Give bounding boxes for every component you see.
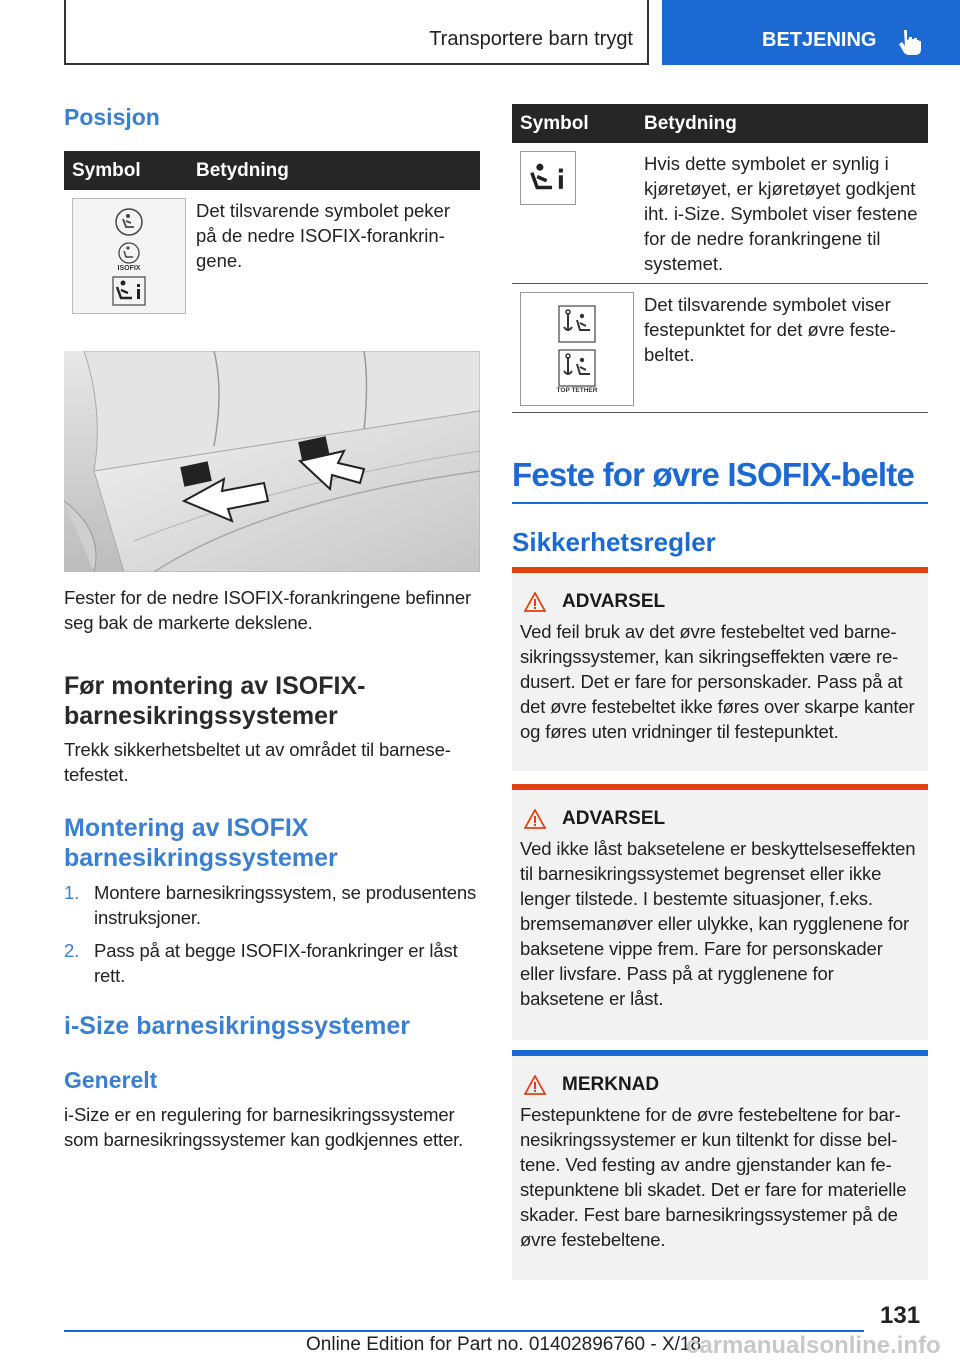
left-symbol-table: [64, 151, 480, 364]
col-meaning-header: Betydning: [196, 159, 289, 181]
before-mounting-text: Trekk sikkerhetsbeltet ut av området til barnesetefestet.: [64, 739, 451, 785]
step-text: Montere barnesikringssystem, se produsentens instruksjoner.: [94, 882, 477, 928]
col-symbol-header: Symbol: [520, 112, 589, 134]
table-row: [512, 284, 928, 413]
watermark-text: carmanualsonline.info: [686, 1332, 941, 1359]
col-meaning-header: Betydning: [644, 112, 737, 134]
isize-heading: i-Size barnesikringssystemer: [64, 1012, 410, 1040]
note-text: Festepunktene for de øvre festebeltene for barnesikringssystemer er kun tiltenkt for disse beltene. Ved festing av andre gjenstander kan festepunktene bli skadet. Det er fare for materielle skader. Fest bare barnesikringssystemer på de øvre festebeltene.: [520, 1104, 907, 1250]
warning-box-1: [512, 567, 928, 771]
warning-title: [520, 591, 920, 613]
warning-text: Ved feil bruk av det øvre festebeltet ved barnesikringssystemer, kan sikringseffekten være redusert. Det er fare for personskader. Pass på at det øvre festebeltet ikke føres over skarpe kanter og føres uten vridninger til festepunktet.: [520, 621, 915, 742]
top-tether-anchor-icon-labeled: [558, 349, 596, 387]
meaning-cell: Hvis dette symbolet er synlig i kjøretøyet, er kjøretøyet godkjent iht. i-Size. Symbolet viser festene for de nedre forankringene til systemet.: [644, 153, 918, 274]
list-item: [64, 880, 480, 930]
meaning-cell: Det tilsvarende symbolet viser festepunktet for det øvre festebeltet.: [644, 294, 896, 365]
step-text: Pass på at begge ISOFIX-forankringer er låst rett.: [94, 940, 458, 986]
symbol-cell: [512, 284, 634, 412]
right-symbol-table: [512, 104, 928, 413]
mounting-heading: Montering av ISOFIX barnesikringssystemer: [64, 814, 338, 872]
safety-rules-heading: Sikkerhetsregler: [512, 527, 716, 557]
hand-pointer-icon: [898, 27, 924, 55]
header-section-box: [64, 0, 649, 65]
posisjon-heading: Posisjon: [64, 104, 160, 130]
isize-child-seat-icon: [112, 276, 146, 306]
note-title-text: MERKNAD: [562, 1074, 660, 1095]
isofix-symbol-image: [72, 198, 186, 314]
generelt-text: i-Size er en regulering for barnesikringssystemer som barnesikringssystemer kan godkjennes etter.: [64, 1104, 464, 1150]
top-tether-label: TOP TETHER: [556, 386, 598, 394]
header-section-title: Transportere barn trygt: [429, 28, 633, 50]
header-chapter-tab[interactable]: [662, 0, 960, 65]
before-mounting-heading: Før montering av ISOFIX-barnesikringssystemer: [64, 672, 366, 730]
table-row: [512, 143, 928, 284]
table-row: [64, 190, 480, 364]
top-tether-anchor-icon: [558, 305, 596, 343]
main-heading: Feste for øvre ISOFIX-belte: [512, 456, 928, 504]
warning-box-2: [512, 784, 928, 1040]
isofix-label: ISOFIX: [117, 264, 141, 272]
table-header: [64, 151, 480, 190]
mounting-steps: [64, 880, 480, 996]
warning-title-text: ADVARSEL: [562, 808, 666, 829]
child-seat-isofix-icon: [116, 241, 142, 265]
page-number: 131: [880, 1302, 921, 1329]
step-number: 1.: [64, 882, 80, 903]
list-item: [64, 938, 480, 988]
top-tether-symbol-image: [520, 292, 634, 406]
isize-child-seat-icon: [525, 157, 571, 199]
header-chapter-label: BETJENING: [762, 29, 877, 51]
col-symbol-header: Symbol: [72, 159, 141, 181]
seat-isofix-photo: [64, 351, 480, 572]
warning-triangle-icon: [524, 1075, 546, 1095]
warning-title-text: ADVARSEL: [562, 591, 666, 612]
posisjon-section: [64, 104, 480, 131]
warning-title: [520, 808, 920, 830]
generelt-heading: Generelt: [64, 1067, 158, 1093]
seat-illustration: [64, 351, 480, 572]
photo-caption: Fester for de nedre ISOFIX-forankringene befinner seg bak de markerte dekslene.: [64, 587, 472, 633]
warning-triangle-icon: [524, 809, 546, 829]
note-box: [512, 1050, 928, 1280]
warning-text: Ved ikke låst baksetelene er beskyttelseseffekten til barnesikringssystemet begrenset eller ikke lenger tilstede. I bestemte situasjoner, f.eks. bremsemanøver eller ulykke, kan rygglenene for baksetene vippe frem. Fare for personskader eller livsfare. Pass på at rygglenene for baksetene er låst.: [520, 838, 916, 1009]
table-header: [512, 104, 928, 143]
isize-symbol-image: [520, 151, 576, 205]
symbol-cell: [512, 143, 634, 283]
step-number: 2.: [64, 940, 80, 961]
child-seat-round-icon: [114, 207, 144, 237]
edition-text: Online Edition for Part no. 01402896760 - X/18: [306, 1334, 702, 1355]
symbol-cell: [64, 190, 186, 363]
warning-triangle-icon: [524, 592, 546, 612]
meaning-cell: Det tilsvarende symbolet peker på de nedre ISOFIX-forankringene.: [196, 200, 450, 271]
note-title: [520, 1074, 920, 1096]
